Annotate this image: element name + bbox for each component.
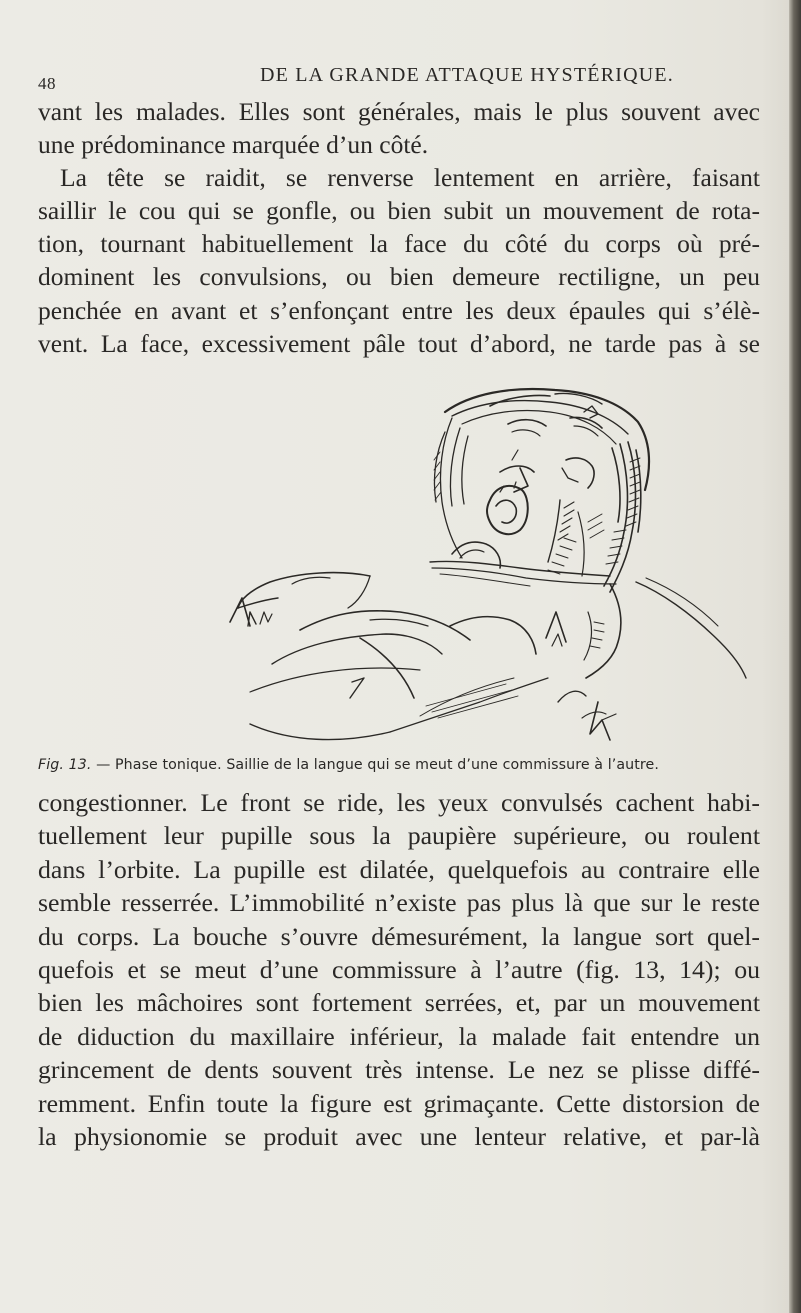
text-line: tion, tournant habituellement la face du côté du corps où pré- xyxy=(38,229,760,259)
figure-illustration xyxy=(190,372,750,777)
text-line: saillir le cou qui se gonfle, ou bien subit un mouvement de rota- xyxy=(38,196,760,226)
text-line: tuellement leur pupille sous la paupière supérieure, ou roulent xyxy=(38,821,760,851)
running-head: DE LA GRANDE ATTAQUE HYSTÉRIQUE. xyxy=(260,64,674,86)
page-edge-shadow xyxy=(789,0,801,1313)
text-line: La tête se raidit, se renverse lentement en arrière, faisant xyxy=(60,163,760,193)
text-line: une prédominance marquée d’un côté. xyxy=(38,130,429,160)
text-line: dans l’orbite. La pupille est dilatée, quelquefois au contraire elle xyxy=(38,854,760,884)
text-line: remment. Enfin toute la figure est grimaçante. Cette distorsion de xyxy=(38,1088,760,1118)
text-line: de diduction du maxillaire inférieur, la malade fait entendre un xyxy=(38,1021,760,1051)
text-line: bien les mâchoires sont fortement serrées, et, par un mouvement xyxy=(38,988,760,1018)
figure-caption-text: — Phase tonique. Saillie de la langue qui se meut d’une commissure à l’autre. xyxy=(96,757,659,773)
text-line: congestionner. Le front se ride, les yeux convulsés cachent habi- xyxy=(38,788,760,817)
text-line: la physionomie se produit avec une lenteur relative, et par-là xyxy=(38,1122,760,1152)
figure-caption xyxy=(38,757,758,773)
page-number: 48 xyxy=(38,74,56,93)
paragraph-bottom xyxy=(38,786,760,1153)
text-line: vent. La face, excessivement pâle tout d’abord, ne tarde pas à se xyxy=(38,328,760,358)
page-header xyxy=(34,64,754,94)
paragraph-top xyxy=(38,95,760,360)
text-line: dominent les convulsions, ou bien demeure rectiligne, un peu xyxy=(38,262,760,292)
text-line: quefois et se meut d’une commissure à l’autre (fig. 13, 14); ou xyxy=(38,955,760,985)
figure-label: Fig. 13. xyxy=(38,757,92,773)
text-line: du corps. La bouche s’ouvre démesurément, la langue sort quel- xyxy=(38,921,760,951)
text-line: penchée en avant et s’enfonçant entre les deux épaules qui s’élè- xyxy=(38,295,760,325)
text-line: vant les malades. Elles sont générales, mais le plus souvent avec xyxy=(38,97,760,126)
text-line: grincement de dents souvent très intense. Le nez se plisse diffé- xyxy=(38,1055,760,1085)
text-line: semble resserrée. L’immobilité n’existe pas plus là que sur le reste xyxy=(38,888,760,918)
head-thrown-back-drawing xyxy=(190,372,750,777)
